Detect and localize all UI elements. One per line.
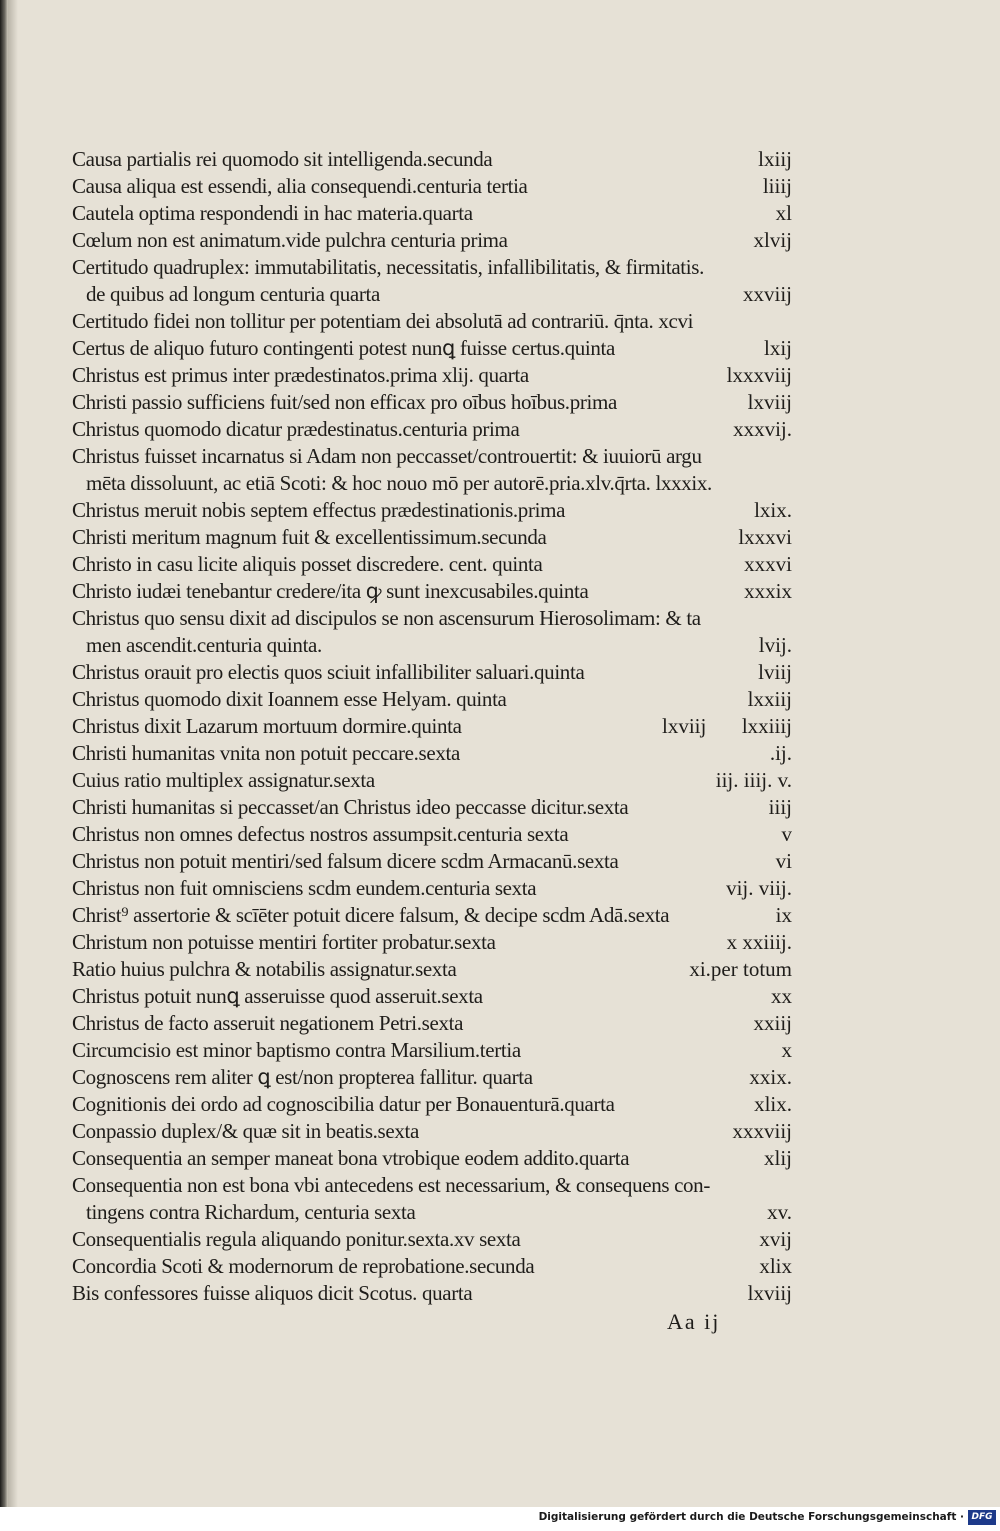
index-entry [72, 794, 792, 821]
index-entry-ref: xi.per totum [689, 957, 792, 981]
index-entry-text: mēta dissoluunt, ac etiā Scoti: & hoc nouo mō per autorē.pria.xlv.q̄rta. lxxxix. [86, 471, 712, 495]
index-entry [72, 929, 792, 956]
index-entry [72, 578, 792, 605]
index-entry [72, 686, 792, 713]
index-entry [72, 821, 792, 848]
index-entry [72, 1172, 792, 1199]
index-entry-text: Christus non fuit omnisciens scdm eundem.centuria sexta [72, 876, 537, 900]
index-entry-text: Circumcisio est minor baptismo contra Marsilium.tertia [72, 1038, 521, 1062]
index-entry [72, 1118, 792, 1145]
index-entry-text: Christus fuisset incarnatus si Adam non peccasset/controuertit: & iuuiorū argu [72, 444, 702, 468]
index-entry-ref: xxxviij [732, 1119, 792, 1143]
index-entry-ref: xxxix [744, 579, 792, 603]
index-entry [72, 1226, 792, 1253]
index-entry-secondary-ref: lxviij [662, 714, 707, 738]
index-entry-text: de quibus ad longum centuria quarta [86, 282, 380, 306]
index-entry-ref: x xxiiij. [726, 930, 792, 954]
index-entry-ref: lxxiij [747, 687, 792, 711]
index-entry-text: Ratio huius pulchra & notabilis assignatur.sexta [72, 957, 457, 981]
index-entry-ref: v [781, 822, 792, 846]
index-entry-text: tingens contra Richardum, centuria sexta [86, 1200, 416, 1224]
index-entry-ref: vi [775, 849, 792, 873]
index-entry [72, 308, 792, 335]
index-entry-ref: liiij [762, 174, 792, 198]
index-entry-ref: lxviij [747, 390, 792, 414]
index-entry-ref: lxij [763, 336, 792, 360]
index-entry-ref: xxviij [742, 282, 792, 306]
index-entry [72, 470, 792, 497]
index-entry [72, 848, 792, 875]
index-entry-text: Christo iudæi tenebantur credere/ita ꝙ sunt inexcusabiles.quinta [72, 579, 589, 603]
index-entry-ref: xvij [759, 1227, 792, 1251]
index-entry-ref: lviij [758, 660, 792, 684]
index-entry-ref: xlix. [754, 1092, 792, 1116]
index-entry-text: Cœlum non est animatum.vide pulchra centuria prima [72, 228, 508, 252]
index-entry-text: Christus non potuit mentiri/sed falsum dicere scdm Armacanū.sexta [72, 849, 619, 873]
index-entry [72, 1145, 792, 1172]
index-list [72, 146, 792, 1307]
index-entry [72, 254, 792, 281]
index-entry-text: Certus de aliquo futuro contingenti potest nunꝗ fuisse certus.quinta [72, 336, 616, 360]
page-binding-shadow [0, 0, 8, 1507]
digitization-footer [0, 1507, 1000, 1531]
index-entry-text: Conpassio duplex/& quæ sit in beatis.sexta [72, 1119, 419, 1143]
index-entry [72, 281, 792, 308]
index-entry [72, 497, 792, 524]
index-entry-text: Christus non omnes defectus nostros assumpsit.centuria sexta [72, 822, 569, 846]
index-entry-ref: iij. iiij. v. [715, 768, 792, 792]
index-entry-text: Cognoscens rem aliter ꝗ est/non propterea fallitur. quarta [72, 1065, 533, 1089]
index-entry-text: men ascendit.centuria quinta. [86, 633, 322, 657]
index-entry [72, 524, 792, 551]
index-entry-text: Christi meritum magnum fuit & excellentissimum.secunda [72, 525, 547, 549]
index-entry-text: Christus meruit nobis septem effectus prædestinationis.prima [72, 498, 566, 522]
dfg-logo: DFG [968, 1510, 996, 1525]
footer-credit: Digitalisierung gefördert durch die Deutsche Forschungsgemeinschaft · [538, 1511, 964, 1523]
index-entry-ref: xx [771, 984, 792, 1008]
index-entry-text: Christus quomodo dixit Ioannem esse Helyam. quinta [72, 687, 507, 711]
index-entry [72, 227, 792, 254]
index-entry-ref: .ij. [769, 741, 792, 765]
index-entry-text: Christo in casu licite aliquis posset discredere. cent. quinta [72, 552, 543, 576]
index-entry-text: Christi humanitas si peccasset/an Christus ideo peccasse dicitur.sexta [72, 795, 629, 819]
index-entry-text: Christus orauit pro electis quos sciuit infallibiliter saluari.quinta [72, 660, 585, 684]
index-entry [72, 1091, 792, 1118]
index-entry [72, 1010, 792, 1037]
signature-mark: Aa ij [667, 1309, 721, 1334]
index-entry-ref: xxxvij. [733, 417, 792, 441]
index-entry [72, 902, 792, 929]
index-entry-ref: lxxxviij [726, 363, 792, 387]
index-entry [72, 983, 792, 1010]
index-entry-ref: lxviij [747, 1281, 792, 1305]
index-entry-text: Christi passio sufficiens fuit/sed non efficax pro oībus hoībus.prima [72, 390, 617, 414]
index-entry [72, 389, 792, 416]
index-entry [72, 551, 792, 578]
index-entry-text: Cautela optima respondendi in hac materia.quarta [72, 201, 473, 225]
index-entry-ref: vij. viij. [726, 876, 792, 900]
index-entry [72, 1199, 792, 1226]
index-entry-text: Consequentialis regula aliquando ponitur.sexta.xv sexta [72, 1227, 521, 1251]
index-entry-text: Certitudo quadruplex: immutabilitatis, necessitatis, infallibilitatis, & firmitatis. [72, 255, 704, 279]
page-binding-fade [8, 0, 18, 1507]
index-entry-ref: xlix [759, 1254, 792, 1278]
index-entry-text: Christus potuit nunꝗ asseruisse quod asseruit.sexta [72, 984, 483, 1008]
index-entry-ref: lxix. [754, 498, 792, 522]
index-entry-ref: iiij [768, 795, 792, 819]
index-entry-ref: lxxiiij [741, 714, 792, 738]
index-entry-text: Christus quo sensu dixit ad discipulos se non ascensurum Hierosolimam: & ta [72, 606, 701, 630]
index-entry [72, 200, 792, 227]
index-entry [72, 362, 792, 389]
index-entry-text: Certitudo fidei non tollitur per potentiam dei absolutā ad contrariū. q̄nta. xcvi [72, 309, 694, 333]
index-entry-text: Cuius ratio multiplex assignatur.sexta [72, 768, 375, 792]
index-entry [72, 1037, 792, 1064]
index-entry [72, 173, 792, 200]
index-entry-ref: xxiij [753, 1011, 792, 1035]
index-entry-ref: xlvij [753, 228, 792, 252]
index-entry-ref: xl [775, 201, 792, 225]
index-entry-text: Causa partialis rei quomodo sit intelligenda.secunda [72, 147, 493, 171]
index-entry-ref: x [781, 1038, 792, 1062]
index-entry-text: Consequentia an semper maneat bona vtrobique eodem addito.quarta [72, 1146, 630, 1170]
index-entry [72, 767, 792, 794]
index-entry-text: Causa aliqua est essendi, alia consequendi.centuria tertia [72, 174, 528, 198]
index-entry [72, 1253, 792, 1280]
index-entry-text: Christ⁹ assertorie & scīēter potuit dicere falsum, & decipe scdm Adā.sexta [72, 903, 670, 927]
index-entry-ref: lxiij [758, 147, 792, 171]
index-entry-text: Christus dixit Lazarum mortuum dormire.quinta [72, 714, 462, 738]
index-entry [72, 443, 792, 470]
index-entry-text: Christus quomodo dicatur prædestinatus.centuria prima [72, 417, 520, 441]
index-entry [72, 1064, 792, 1091]
index-entry [72, 632, 792, 659]
index-entry [72, 1280, 792, 1307]
index-entry-ref: xxix. [749, 1065, 792, 1089]
index-entry-ref: xxxvi [744, 552, 792, 576]
index-entry-ref: xv. [767, 1200, 792, 1224]
index-entry [72, 875, 792, 902]
index-entry [72, 713, 792, 740]
index-entry-text: Christum non potuisse mentiri fortiter probatur.sexta [72, 930, 496, 954]
index-entry-ref: lxxxvi [738, 525, 792, 549]
index-entry-ref: xlij [763, 1146, 792, 1170]
index-entry-text: Bis confessores fuisse aliquos dicit Scotus. quarta [72, 1281, 473, 1305]
index-entry-ref: lvij. [758, 633, 792, 657]
index-entry [72, 659, 792, 686]
index-entry [72, 146, 792, 173]
index-entry-text: Christus de facto asseruit negationem Petri.sexta [72, 1011, 464, 1035]
index-entry [72, 740, 792, 767]
index-entry-text: Cognitionis dei ordo ad cognoscibilia datur per Bonauenturā.quarta [72, 1092, 615, 1116]
index-entry [72, 605, 792, 632]
index-entry-text: Christi humanitas vnita non potuit peccare.sexta [72, 741, 460, 765]
index-entry [72, 416, 792, 443]
index-entry-ref: ix [775, 903, 792, 927]
index-entry [72, 956, 792, 983]
index-entry [72, 335, 792, 362]
index-entry-text: Christus est primus inter prædestinatos.prima xlij. quarta [72, 363, 529, 387]
index-entry-text: Consequentia non est bona vbi antecedens est necessarium, & consequens con- [72, 1173, 710, 1197]
index-entry-text: Concordia Scoti & modernorum de reprobatione.secunda [72, 1254, 535, 1278]
